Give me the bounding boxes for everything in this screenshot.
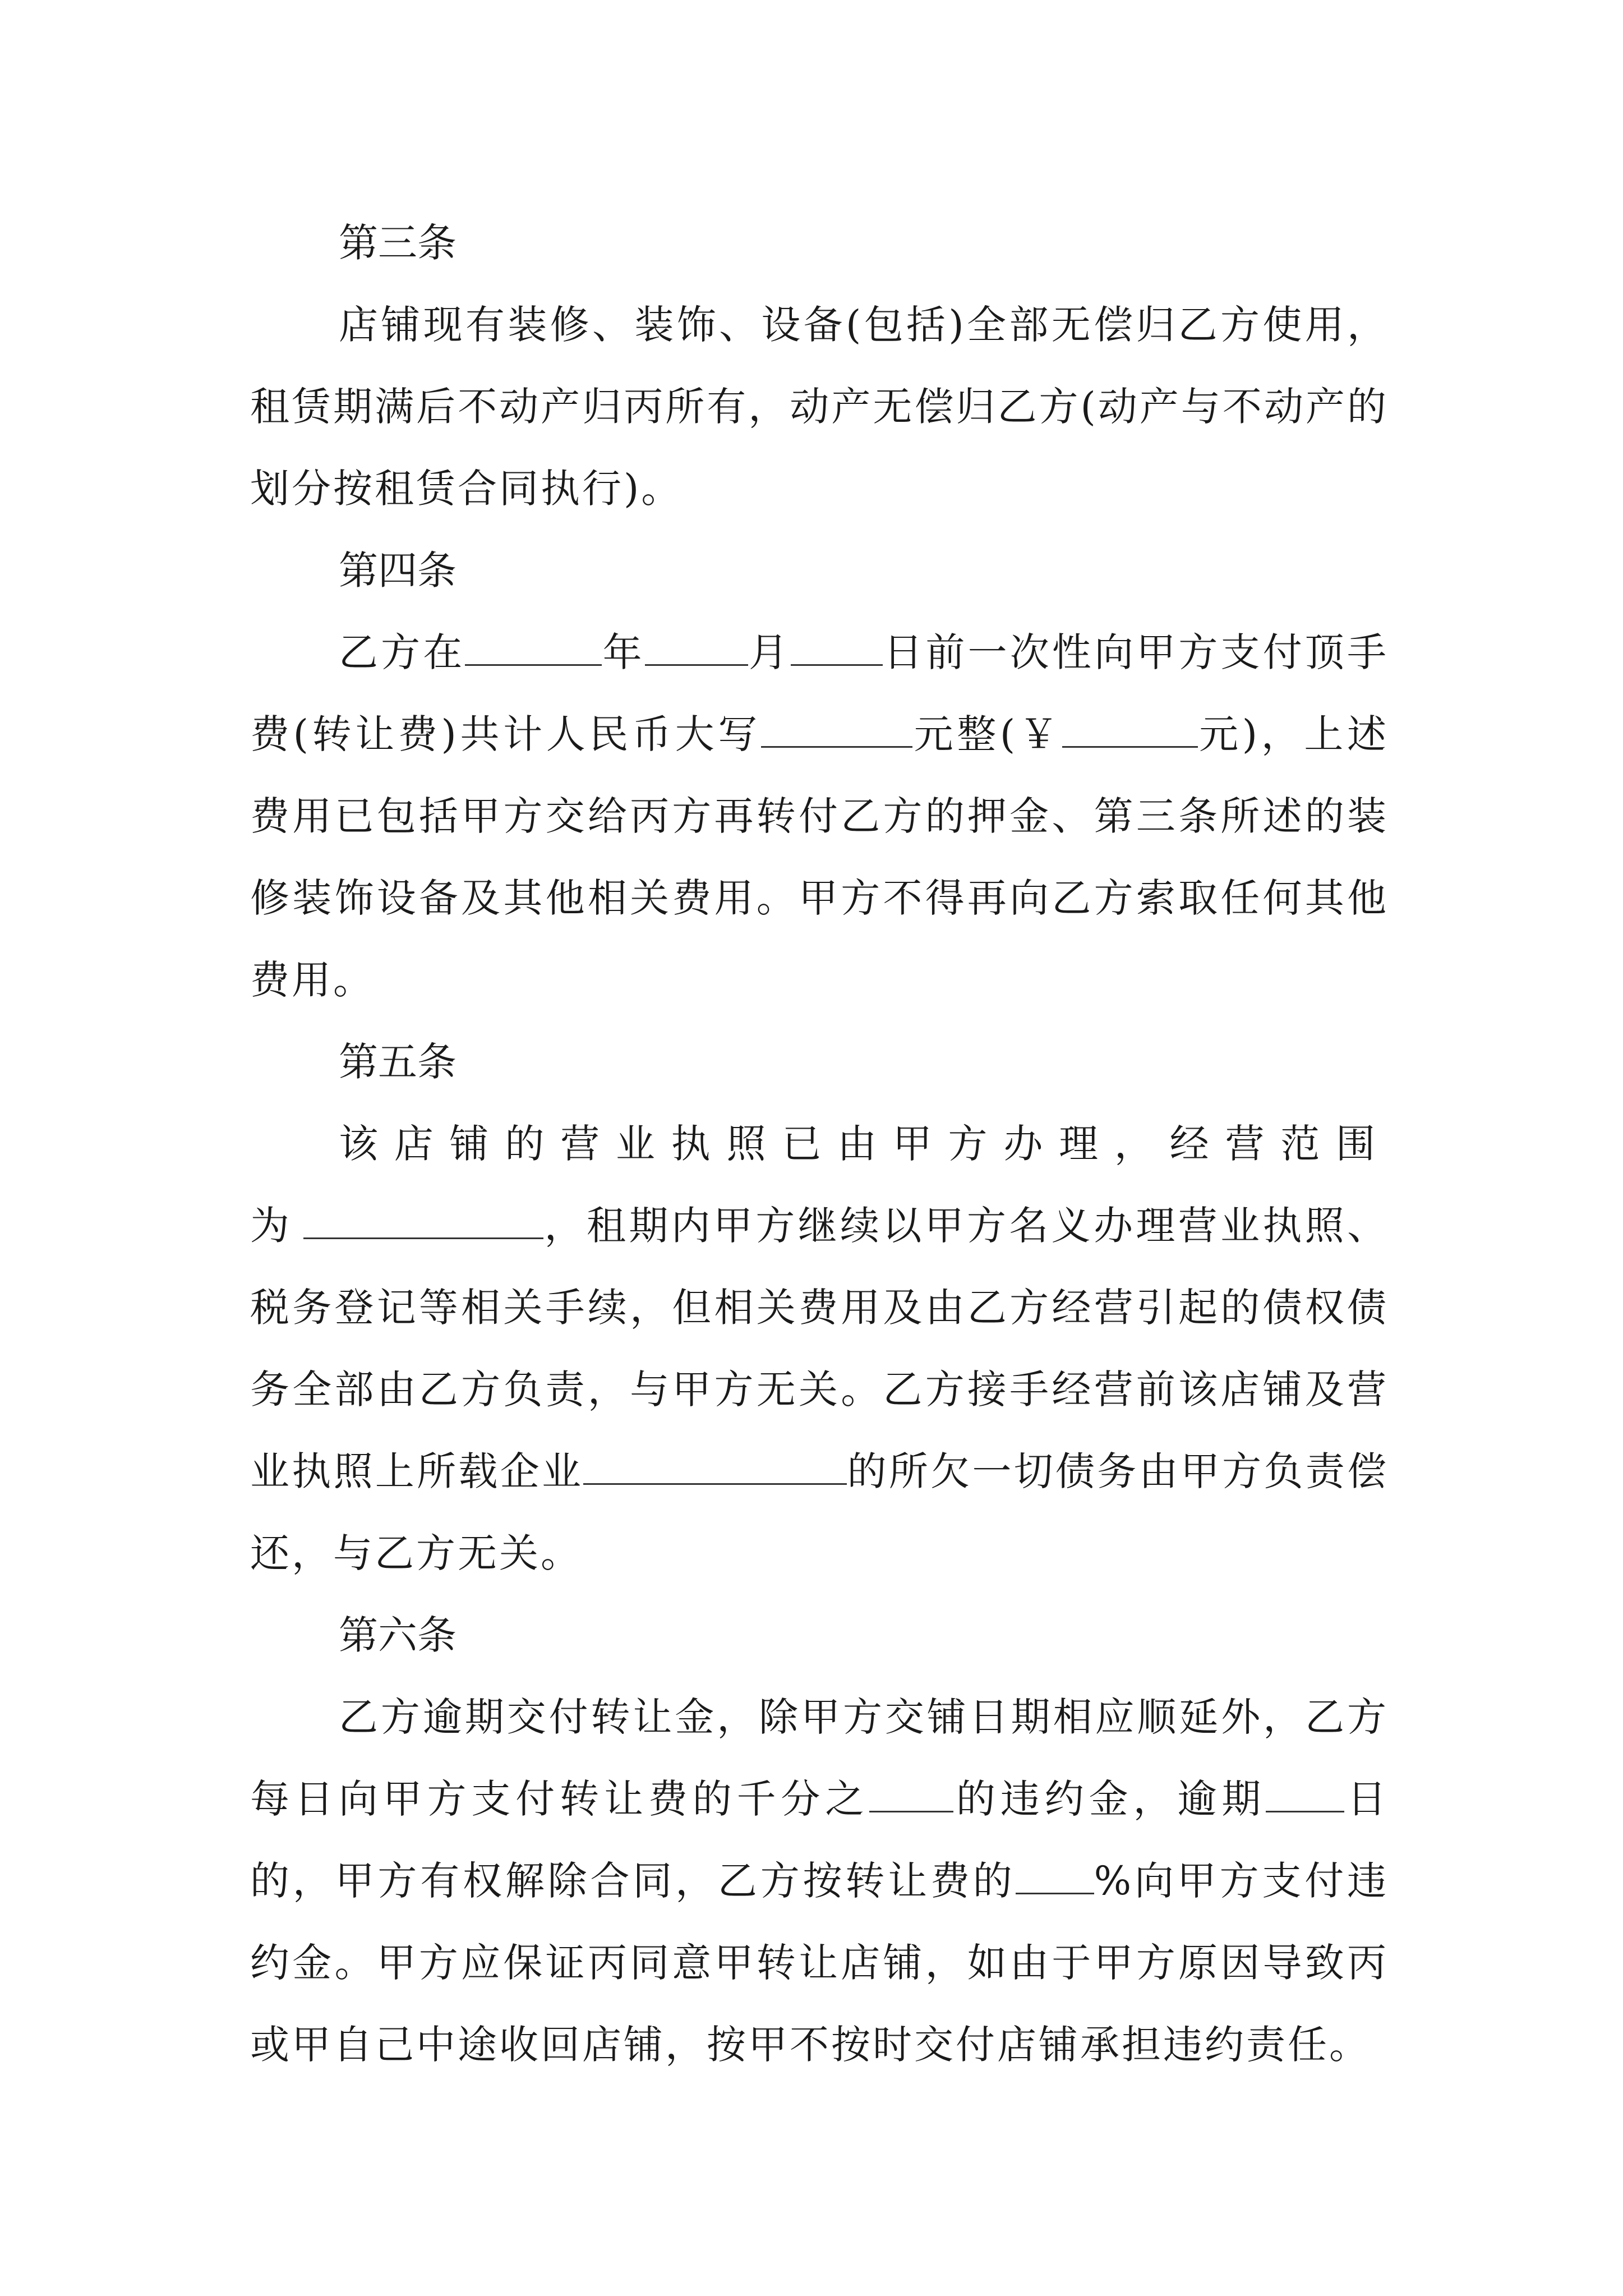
article-6-text-2: 的违约金，逾期: [953, 1776, 1266, 1822]
article-3-paragraph: 店铺现有装修、装饰、设备(包括)全部无偿归乙方使用，租赁期满后不动产归丙所有，动产无偿归乙方(动产与不动产的划分按租赁合同执行)。: [250, 302, 1389, 512]
per-mille-blank: [869, 1777, 953, 1812]
article-4-text-5: 元整(￥: [912, 711, 1062, 757]
article-4-text-6: 元)，上述费用已包括甲方交给丙方再转付乙方的押金、第三条所述的装修装饰设备及其他相关费用。甲方不得再向乙方索取任何其他费用。: [250, 711, 1389, 1003]
business-scope-blank: [303, 1204, 543, 1239]
overdue-days-blank: [1266, 1777, 1344, 1812]
article-4-text-3: 月: [748, 629, 791, 675]
article-5-paragraph: [250, 1103, 1389, 1594]
article-5-text-3: 的所欠一切债务由甲方负责偿还，与乙方无关。: [250, 1448, 1389, 1576]
penalty-percent-blank: [1016, 1859, 1094, 1894]
article-6-text-3: 日的，甲方有权解除合同，乙方按转让费的: [250, 1776, 1389, 1904]
day-blank: [791, 631, 883, 666]
article-6-paragraph: [250, 1676, 1389, 2086]
amount-figures-blank: [1062, 712, 1198, 748]
article-4-text-1: 乙方在: [339, 629, 465, 675]
article-6-heading: 第六条: [339, 1612, 457, 1658]
article-5-heading: 第五条: [339, 1039, 457, 1085]
article-6-text-1: 乙方逾期交付转让金，除甲方交铺日期相应顺延外，乙方每日向甲方支付转让费的千分之: [250, 1694, 1389, 1822]
contract-page: [250, 202, 1389, 2086]
article-3-heading: 第三条: [339, 220, 457, 266]
article-4-heading: 第四条: [339, 547, 457, 593]
article-5-text-2: ，租期内甲方继续以甲方名义办理营业执照、税务登记等相关手续，但相关费用及由乙方经营引起的债权债务全部由乙方负责，与甲方无关。乙方接手经营前该店铺及营业执照上所载企业: [250, 1203, 1389, 1494]
amount-words-blank: [761, 712, 912, 748]
article-4-paragraph: [250, 611, 1389, 1021]
enterprise-name-blank: [583, 1450, 847, 1485]
article-4-text-4: 日前一次性向甲方支付顶手费(转让费)共计人民币大写: [250, 629, 1389, 757]
month-blank: [645, 631, 748, 666]
article-6-text-4: %向甲方支付违约金。甲方应保证丙同意甲转让店铺，如由于甲方原因导致丙或甲自己中途收回店铺，按甲不按时交付店铺承担违约责任。: [250, 1858, 1389, 2068]
article-4-text-2: 年: [602, 629, 645, 675]
year-blank: [465, 631, 602, 666]
article-5-text-1: 该店铺的营业执照已由甲方办理，经营范围为: [250, 1121, 1389, 1249]
